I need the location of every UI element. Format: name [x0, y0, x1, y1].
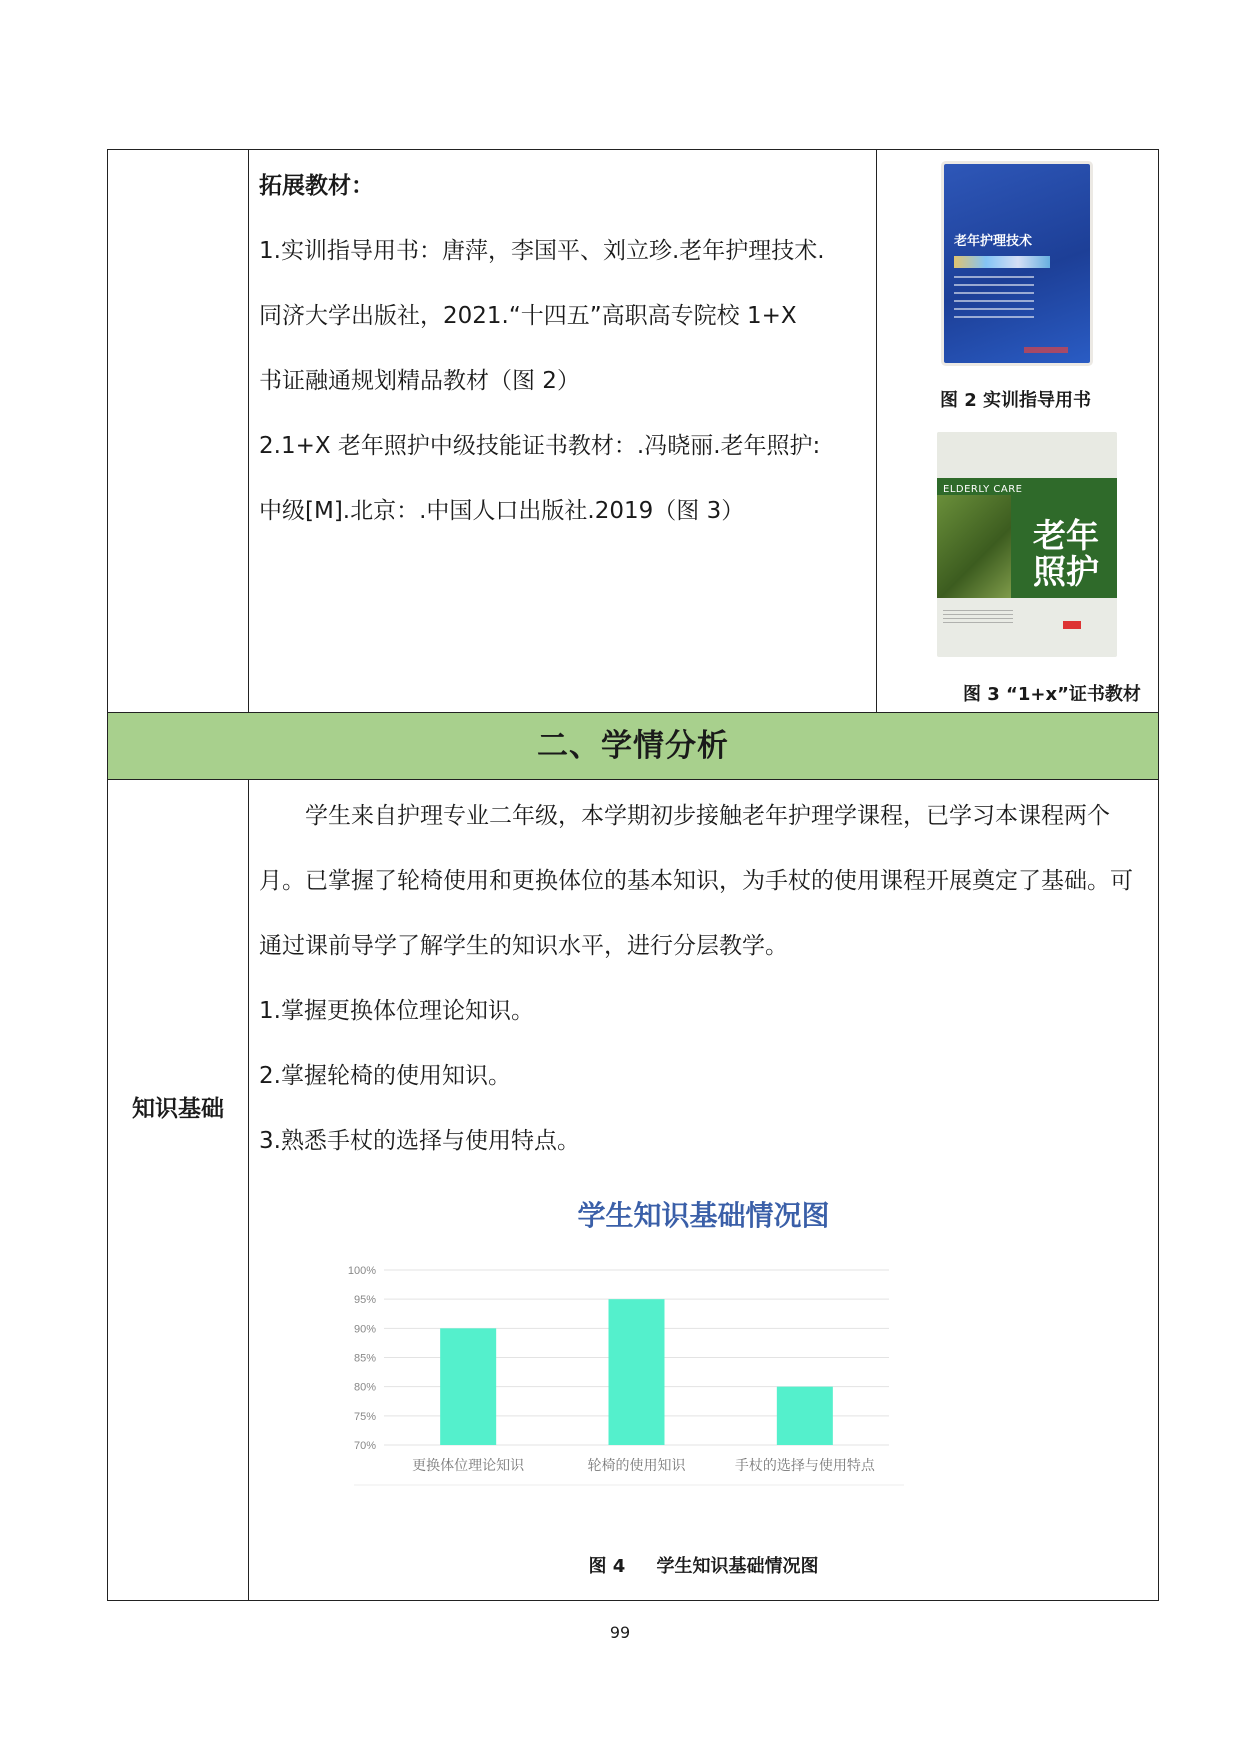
- extended-materials-cell: [249, 150, 877, 713]
- y-tick-label: 95%: [353, 1294, 376, 1307]
- material-line: 中级[M].北京：.中国人口出版社.2019（图 3）: [259, 498, 745, 524]
- book1-title: 老年护理技术: [954, 234, 1033, 249]
- y-tick-label: 85%: [353, 1352, 376, 1365]
- book2-english-title: ELDERLY CARE: [943, 484, 1023, 495]
- bar: [440, 1328, 496, 1445]
- empty-label-cell: [108, 150, 249, 713]
- figure-4-caption: 图 4 学生知识基础情况图: [588, 1556, 819, 1577]
- document-table: [107, 149, 1159, 1601]
- x-tick-label: 手杖的选择与使用特点: [734, 1458, 875, 1474]
- material-line: 同济大学出版社，2021.“十四五”高职高专院校 1+X: [259, 303, 797, 329]
- chart-title: 学生知识基础情况图: [577, 1199, 830, 1232]
- book-cover-training-guide: [944, 164, 1090, 363]
- book-cover-elderly-care: [937, 432, 1117, 657]
- knowledge-item: 2.掌握轮椅的使用知识。: [259, 1063, 511, 1089]
- figure-2-caption: 图 2 实训指导用书: [940, 390, 1092, 411]
- bar-chart-svg: [249, 1180, 1149, 1550]
- section-title: 二、学情分析: [537, 728, 729, 764]
- y-tick-label: 70%: [353, 1440, 376, 1452]
- y-tick-label: 100%: [347, 1265, 376, 1277]
- knowledge-chart: [249, 1180, 1158, 1600]
- knowledge-basis-label: 知识基础: [132, 1096, 224, 1122]
- knowledge-content-cell: [249, 780, 1159, 1601]
- knowledge-label-cell: [108, 780, 249, 1601]
- x-tick-label: 轮椅的使用知识: [587, 1458, 686, 1474]
- y-tick-label: 90%: [353, 1323, 376, 1336]
- knowledge-item: 3.熟悉手杖的选择与使用特点。: [259, 1128, 580, 1154]
- bar: [609, 1299, 665, 1445]
- y-tick-label: 80%: [353, 1381, 376, 1394]
- bar: [777, 1387, 833, 1445]
- figure-3-caption: 图 3 “1+x”证书教材: [963, 684, 1141, 705]
- extended-materials-heading: 拓展教材：: [259, 173, 374, 199]
- images-cell: [877, 150, 1159, 713]
- material-line: 1.实训指导用书：唐萍，李国平、刘立珍.老年护理技术.: [259, 238, 825, 264]
- book2-title: 老年照护: [1033, 516, 1099, 591]
- x-tick-label: 更换体位理论知识: [412, 1458, 525, 1474]
- section-header-cell: [108, 713, 1159, 780]
- page-number: 99: [609, 1623, 631, 1642]
- nursing-photo: [937, 495, 1011, 598]
- knowledge-item: 1.掌握更换体位理论知识。: [259, 998, 534, 1024]
- y-tick-label: 75%: [353, 1410, 376, 1423]
- material-line: 书证融通规划精品教材（图 2）: [259, 368, 580, 394]
- material-line: 2.1+X 老年照护中级技能证书教材：.冯晓丽.老年照护:: [259, 433, 821, 459]
- student-analysis-paragraph: 学生来自护理专业二年级，本学期初步接触老年护理学课程，已学习本课程两个月。已掌握了轮椅使用和更换体位的基本知识，为手杖的使用课程开展奠定了基础。可通过课前导学了解学生的知识水平，进行分层教学。: [259, 803, 1133, 959]
